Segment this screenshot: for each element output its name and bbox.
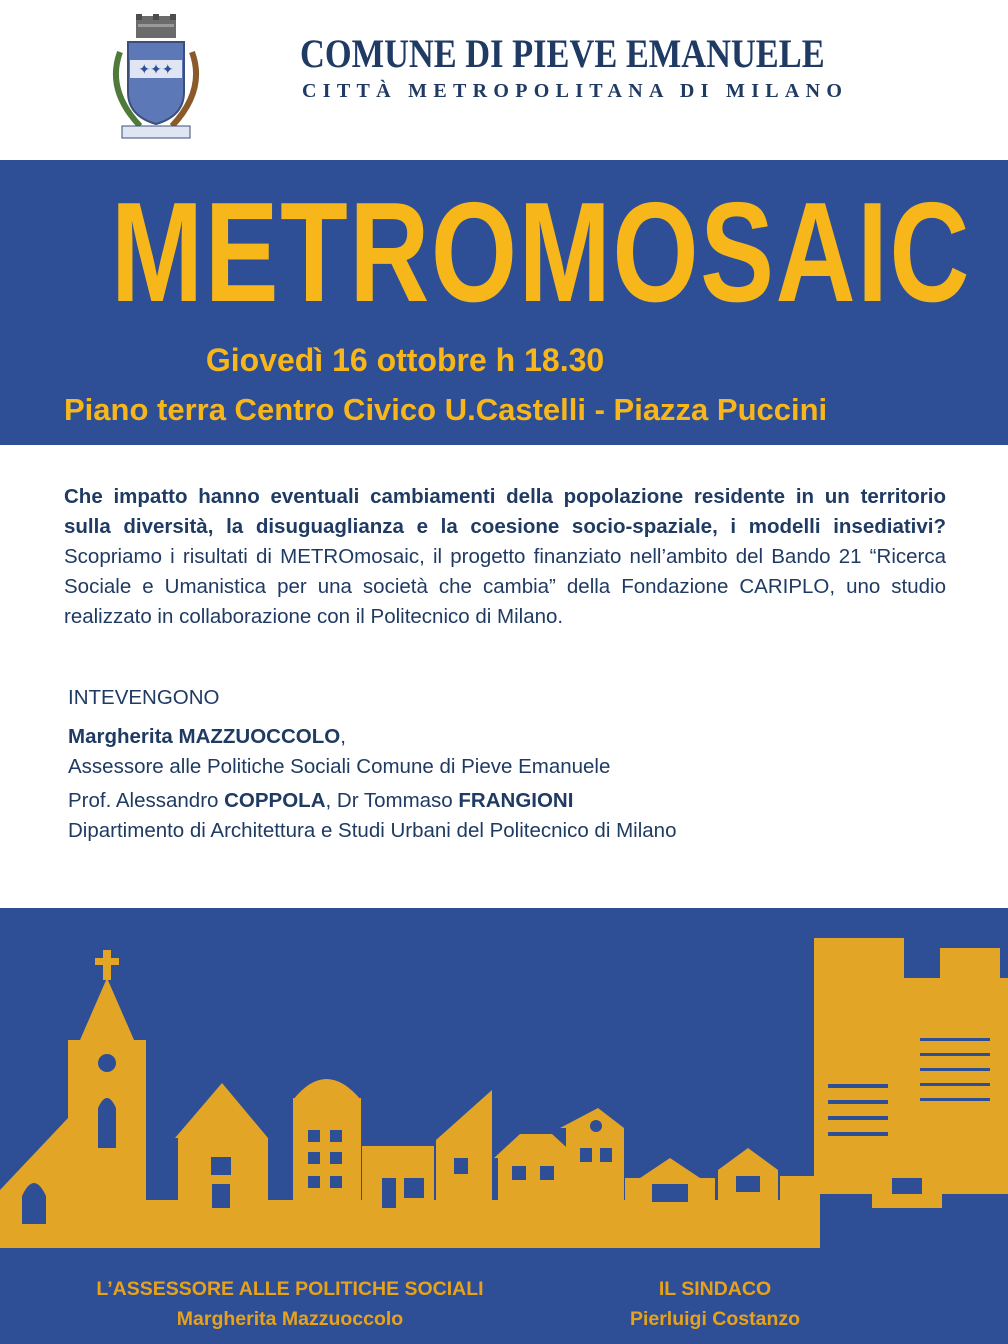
speaker-3-prefix: , Dr Tommaso <box>325 789 459 812</box>
event-date-time: Giovedì 16 ottobre h 18.30 <box>205 342 605 378</box>
municipal-crest-icon <box>100 12 212 148</box>
municipality-title: COMUNE DI PIEVE EMANUELE <box>300 31 825 76</box>
speaker-3-last: FRANGIONI <box>458 789 574 812</box>
description-question: Che impatto hanno eventuali cambiamenti della popolazione residente in un territorio sulla diversità, la disuguaglianza e la coesione socio-spaziale, i modelli insediativi? <box>64 485 946 538</box>
sindaco-title: IL SINDACO <box>658 1278 772 1300</box>
sindaco-signature <box>570 1274 860 1334</box>
description-text: Scopriamo i risultati di METROmosaic, il progetto finanziato nell’ambito del Bando 21 “Ricerca Sociale e Umanistica per una società che cambia” della Fondazione CARIPLO, uno studio realizzato in collaborazione con il Politecnico di Milano. <box>64 545 946 628</box>
footer-band <box>0 908 1008 1344</box>
speakers-section <box>68 686 948 846</box>
city-skyline-illustration <box>0 908 1008 1268</box>
event-description <box>64 482 946 632</box>
speaker-1-comma: , <box>340 725 346 748</box>
assessore-name: Margherita Mazzuoccolo <box>176 1308 404 1330</box>
speakers-2-3-names <box>68 786 948 816</box>
speaker-2-last: COPPOLA <box>224 789 326 812</box>
assessore-signature <box>40 1274 540 1334</box>
speaker-1-last: MAZZUOCCOLO <box>178 725 341 748</box>
municipality-subtitle: CITTÀ METROPOLITANA DI MILANO <box>302 80 849 102</box>
event-title: METROMOSAIC <box>110 173 972 332</box>
svg-text:✦✦✦: ✦✦✦ <box>138 62 174 78</box>
sindaco-name: Pierluigi Costanzo <box>629 1308 801 1330</box>
speakers-2-3-role: Dipartimento di Architettura e Studi Urbani del Politecnico di Milano <box>68 819 677 842</box>
speaker-1-first: Margherita <box>68 725 179 748</box>
event-location: Piano terra Centro Civico U.Castelli - Piazza Puccini <box>64 392 828 427</box>
speakers-heading: INTEVENGONO <box>68 686 220 709</box>
speaker-1-name <box>68 722 948 752</box>
speaker-1-role: Assessore alle Politiche Sociali Comune di Pieve Emanuele <box>68 755 611 778</box>
event-banner <box>0 160 1008 445</box>
header <box>0 0 1008 160</box>
assessore-title: L’ASSESSORE ALLE POLITICHE SOCIALI <box>96 1278 484 1300</box>
speaker-2-prefix: Prof. Alessandro <box>68 789 225 812</box>
